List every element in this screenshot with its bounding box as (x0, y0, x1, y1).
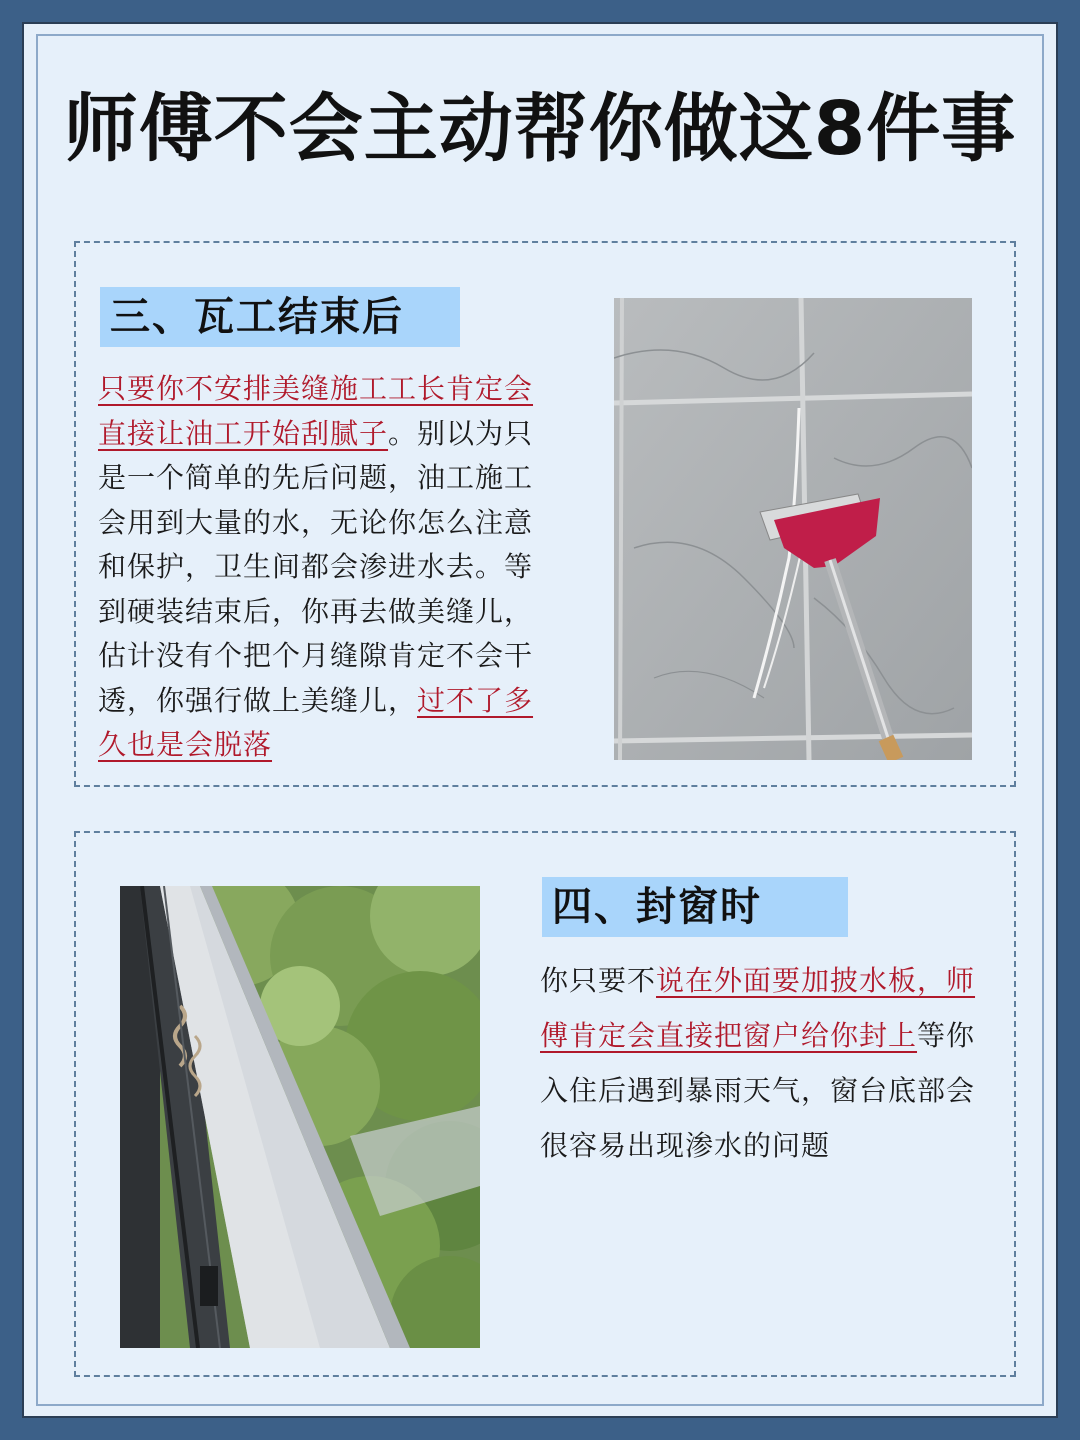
highlight-text: 过不了多久也是会脱落 (98, 683, 534, 761)
section-body-text (98, 367, 556, 768)
section-body-text (540, 953, 1000, 1173)
page-title: 师傅不会主动帮你做这8件事 (63, 86, 1017, 172)
section-heading: 四、封窗时 (542, 877, 848, 937)
highlight-text: 只要你不安排美缝施工工长肯定会直接让油工开始刮腻子 (98, 372, 534, 450)
plain-text: 你只要不 (540, 964, 657, 997)
highlight-text: 说在外面要加披水板，师傅肯定会直接把窗户给你封上 (540, 964, 976, 1052)
section-heading: 三、瓦工结束后 (100, 287, 460, 347)
plain-text: 等你入住后遇到暴雨天气，窗台底部会很容易出现渗水的问题 (540, 1019, 976, 1162)
section-window-sealing (74, 831, 1016, 1377)
scraper-on-tile-photo (614, 298, 972, 760)
plain-text: 。别以为只是一个简单的先后问题，油工施工会用到大量的水，无论你怎么注意和保护，卫生间都会渗进水去。等到硬装结束后，你再去做美缝儿，估计没有个把个月缝隙肯定不会干透，你强行做上美缝儿， (98, 416, 534, 717)
section-tiler-finish (74, 241, 1016, 787)
window-sill-photo (120, 886, 480, 1348)
